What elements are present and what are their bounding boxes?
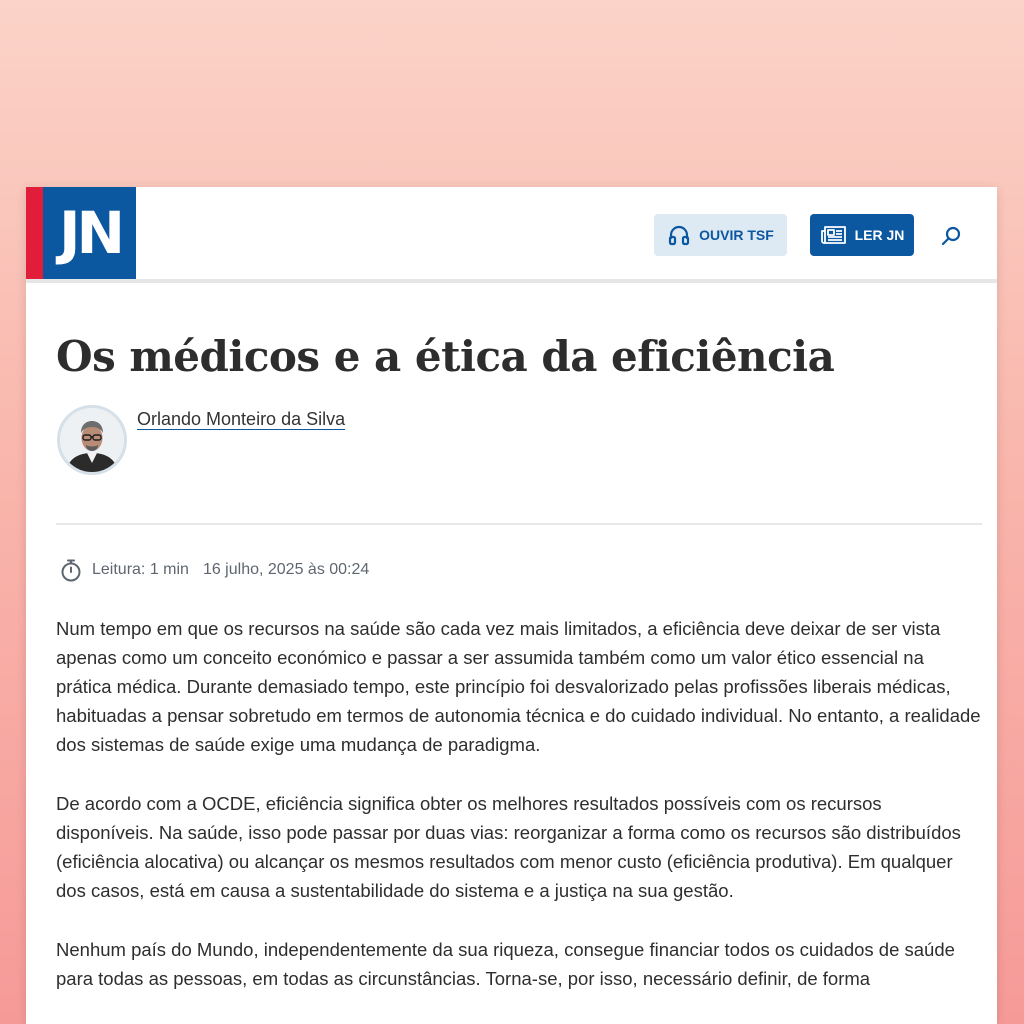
article-title: Os médicos e a ética da eficiência [56,332,835,381]
listen-tsf-button[interactable] [654,214,787,256]
search-button[interactable] [938,223,964,249]
article-paragraph: De acordo com a OCDE, eficiência significa obter os melhores resultados possíveis com os recursos disponíveis. Na saúde, isso pode passar por duas vias: reorganizar a forma como os recursos são distribuídos (eficiência alocativa) ou alcançar os mesmos resultados com menor custo (eficiência produtiva). Em qualquer dos casos, está em causa a sustentabilidade do sistema e a justiça na sua gestão. [56,793,961,901]
search-icon [939,224,963,248]
article-paragraph: Num tempo em que os recursos na saúde são cada vez mais limitados, a eficiência deve deixar de ser vista apenas como um conceito económico e passar a ser assumida também como um valor ético essencial na prática médica. Durante demasiado tempo, este princípio foi desvalorizado pelas profissões liberais médicas, habituadas a pensar sobretudo em termos de autonomia técnica e do cuidado individual. No entanto, a realidade dos sistemas de saúde exige uma mudança de paradigma. [56,618,981,755]
read-jn-button[interactable] [810,214,914,256]
logo-red-bar [26,187,43,279]
author-avatar[interactable] [57,405,127,475]
read-jn-label: LER JN [854,227,905,243]
headphones-icon [667,223,691,247]
site-header [26,187,997,283]
author-link[interactable]: Orlando Monteiro da Silva [137,409,346,429]
article-paragraph: Nenhum país do Mundo, independentemente da sua riqueza, consegue financiar todos os cuidados de saúde para todas as pessoas, em todas as circunstâncias. Torna-se, por isso, necessário definir, de forma [56,939,955,989]
jn-logo[interactable] [26,187,136,279]
stopwatch-icon [58,557,84,583]
newspaper-icon [820,223,848,247]
article-meta [58,557,369,583]
divider [56,523,982,525]
logo-text: JN [58,199,122,267]
publish-date: 16 julho, 2025 às 00:24 [202,561,370,578]
article-body [56,614,982,1023]
reading-time: Leitura: 1 min [92,561,189,578]
article-page [26,187,997,1024]
listen-tsf-label: OUVIR TSF [699,227,774,243]
